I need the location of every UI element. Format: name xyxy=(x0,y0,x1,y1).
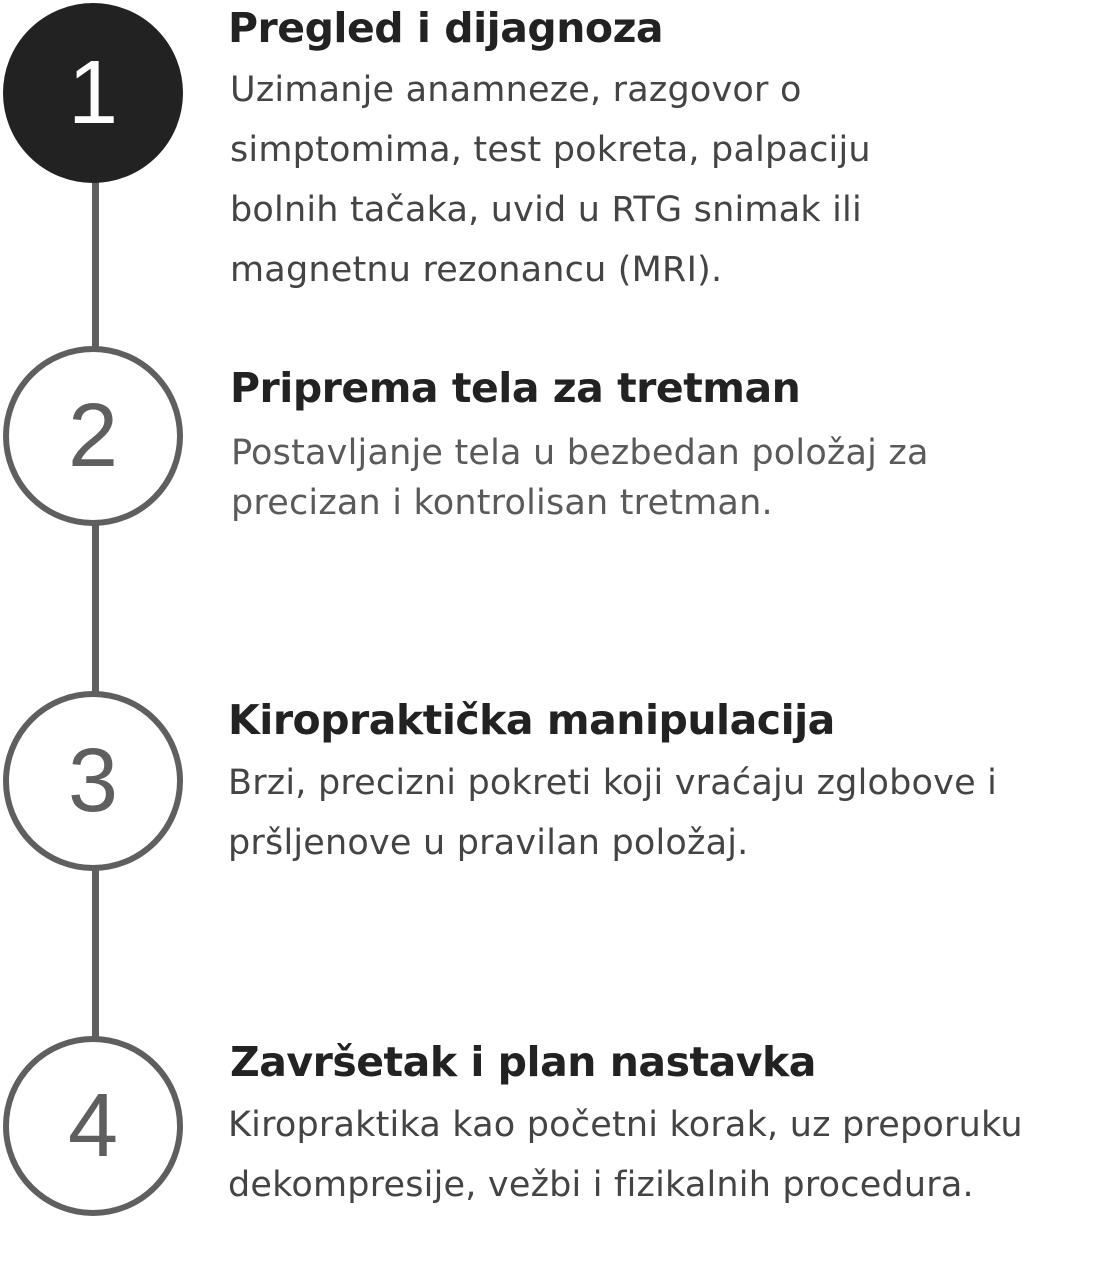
step-2-title: Priprema tela za tretman xyxy=(230,364,801,412)
step-3-circle xyxy=(3,691,183,871)
step-2-number: 2 xyxy=(67,386,119,486)
step-1-title: Pregled i dijagnoza xyxy=(228,4,664,52)
step-1-number: 1 xyxy=(67,43,119,143)
step-3-number: 3 xyxy=(67,731,119,831)
step-3-title: Kiropraktička manipulacija xyxy=(228,696,835,744)
step-4-circle xyxy=(3,1036,183,1216)
step-3-description: Brzi, precizni pokreti koji vraćaju zglobove i pršljenove u pravilan položaj. xyxy=(228,763,998,863)
step-4-title: Završetak i plan nastavka xyxy=(230,1038,816,1086)
step-4-description: Kiropraktika kao početni korak, uz preporuku dekompresije, vežbi i fizikalnih procedura. xyxy=(228,1105,1023,1205)
timeline-connector-3-4 xyxy=(92,870,99,1040)
step-2-description: Postavljanje tela u bezbedan položaj za precizan i kontrolisan tretman. xyxy=(231,433,929,523)
step-4-number: 4 xyxy=(67,1076,119,1176)
step-1-description: Uzimanje anamneze, razgovor o simptomima, test pokreta, palpaciju bolnih tačaka, uvid u RTG snimak ili magnetnu rezonancu (MRI). xyxy=(230,70,871,290)
step-1-circle xyxy=(3,3,183,183)
timeline-connector-2-3 xyxy=(92,525,99,695)
step-2-circle xyxy=(3,346,183,526)
timeline-connector-1-2 xyxy=(92,180,99,350)
